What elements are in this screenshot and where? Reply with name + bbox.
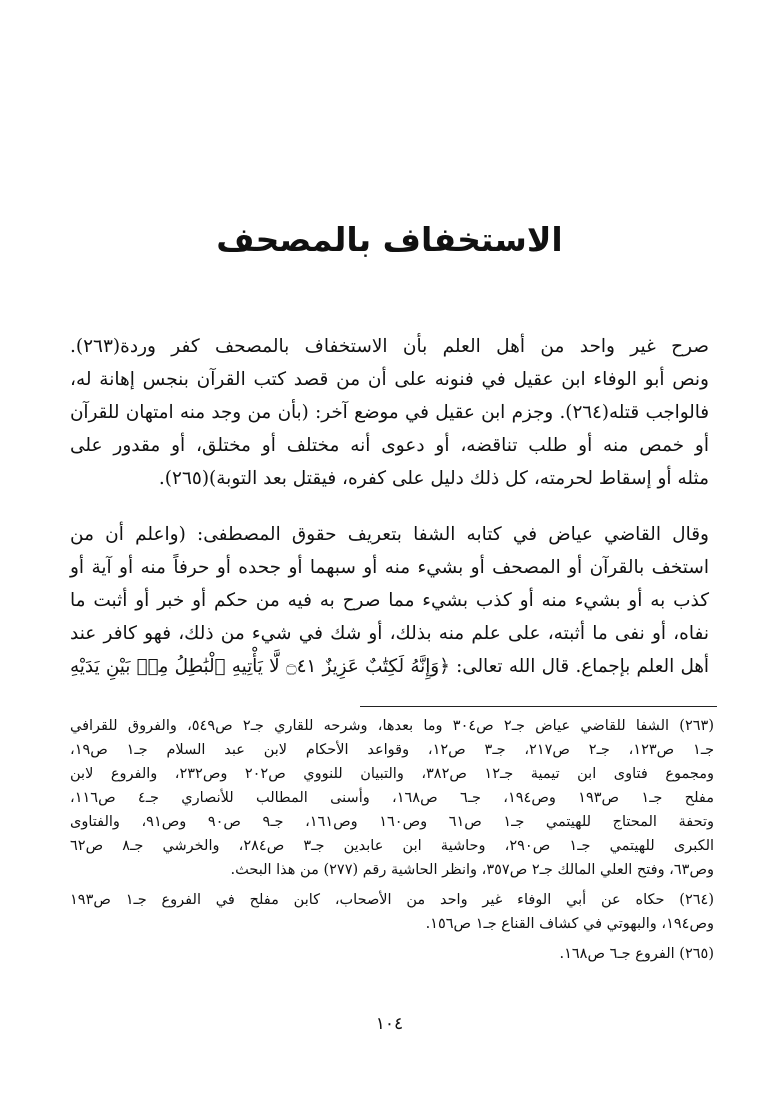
paragraph-1 [70,330,709,495]
footnote-line: وص٦٣، وفتح العلي المالك جـ٢ ص٣٥٧، وانظر الحاشية رقم (٢٧٧) من هذا البحث. [230,862,714,878]
paragraph-line: أو خمص منه أو طلب تناقضه، أو دعوى أنه مختلف أو مختلق، أو مقدور على [70,435,709,456]
paragraph-2 [70,518,709,683]
footnote-264 [70,888,714,936]
paragraph-line: فالواجب قتله(٢٦٤). وجزم ابن عقيل في موضع آخر: (بأن من وجد منه امتهان للقرآن [70,402,709,423]
paragraph-line: مثله أو إسقاط لحرمته، كل ذلك دليل على كفره، فيقتل بعد التوبة)(٢٦٥). [158,468,709,489]
footnote-line: (٢٦٥) الفروع جـ٦ ص١٦٨. [559,946,714,962]
footnote-line: (٢٦٤) حكاه عن أبي الوفاء غير واحد من الأصحاب، كابن مفلح في الفروع جـ١ ص١٩٣ [70,892,715,908]
page-number: ١٠٤ [375,1014,404,1034]
footnote-line: جـ١ ص١٢٣، جـ٢ ص٢١٧، جـ٣ ص١٢، وقواعد الأحكام لابن عبد السلام جـ١ ص١٩، [70,742,715,758]
footnote-line: ومجموع فتاوى ابن تيمية جـ١٢ ص٣٨٢، والتبيان للنووي ص٢٠٢ وص٢٣٢، والفروع لابن [70,766,714,782]
footnotes [70,714,714,972]
paragraph-line: صرح غير واحد من أهل العلم بأن الاستخفاف بالمصحف كفر وردة(٢٦٣). [70,336,709,357]
paragraph-line: وقال القاضي عياض في كتابه الشفا بتعريف حقوق المصطفى: (واعلم أن من [70,524,709,545]
footnote-265 [70,942,714,966]
paragraph-line: أهل العلم بإجماع. قال الله تعالى: ﴿وَإِنَّهُ لَكِتَٰبٌ عَزِيزٌ ۝٤١ لَّا يَأْتِيهِ ٱلْبَٰطِلُ مِنۢ بَيْنِ يَدَيْهِ [70,656,709,677]
footnote-line: وص١٩٤، والبهوتي في كشاف القناع جـ١ ص١٥٦. [425,916,714,932]
footnote-line: مفلح جـ١ ص١٩٣ وص١٩٤، جـ٦ ص١٦٨، وأسنى المطالب للأنصاري جـ٤ ص١١٦، [70,790,714,806]
paragraph-line: ونص أبو الوفاء ابن عقيل في فنونه على أن من قصد كتب القرآن بنجس إهانة له، [70,369,709,390]
footnote-line: الكبرى للهيتمي جـ١ ص٢٩٠، وحاشية ابن عابدين جـ٣ ص٢٨٤، والخرشي جـ٨ ص٦٢ [70,838,715,854]
page-title: الاستخفاف بالمصحف [216,220,563,259]
paragraph-line: نفاه، أو نفى ما أثبته، على علم منه بذلك، أو شك في شيء من ذلك، فهو كافر عند [70,623,709,644]
footnote-263 [70,714,714,882]
paragraph-line: استخف بالقرآن أو المصحف أو بشيء منه أو سبهما أو جحده أو حرفاً منه أو آية أو [70,557,709,578]
footnote-line: وتحفة المحتاج للهيتمي جـ١ ص٦١ وص١٦٠ وص١٦١، جـ٩ ص٩٠ وص٩١، والفتاوى [70,814,715,830]
footnote-separator [360,706,717,707]
footnote-line: (٢٦٣) الشفا للقاضي عياض جـ٢ ص٣٠٤ وما بعدها، وشرحه للقاري جـ٢ ص٥٤٩، والفروق للقرافي [70,718,714,734]
paragraph-line: كذب به أو بشيء منه أو كذب بشيء مما صرح به فيه من حكم أو خبر أو أثبت ما [70,590,709,611]
